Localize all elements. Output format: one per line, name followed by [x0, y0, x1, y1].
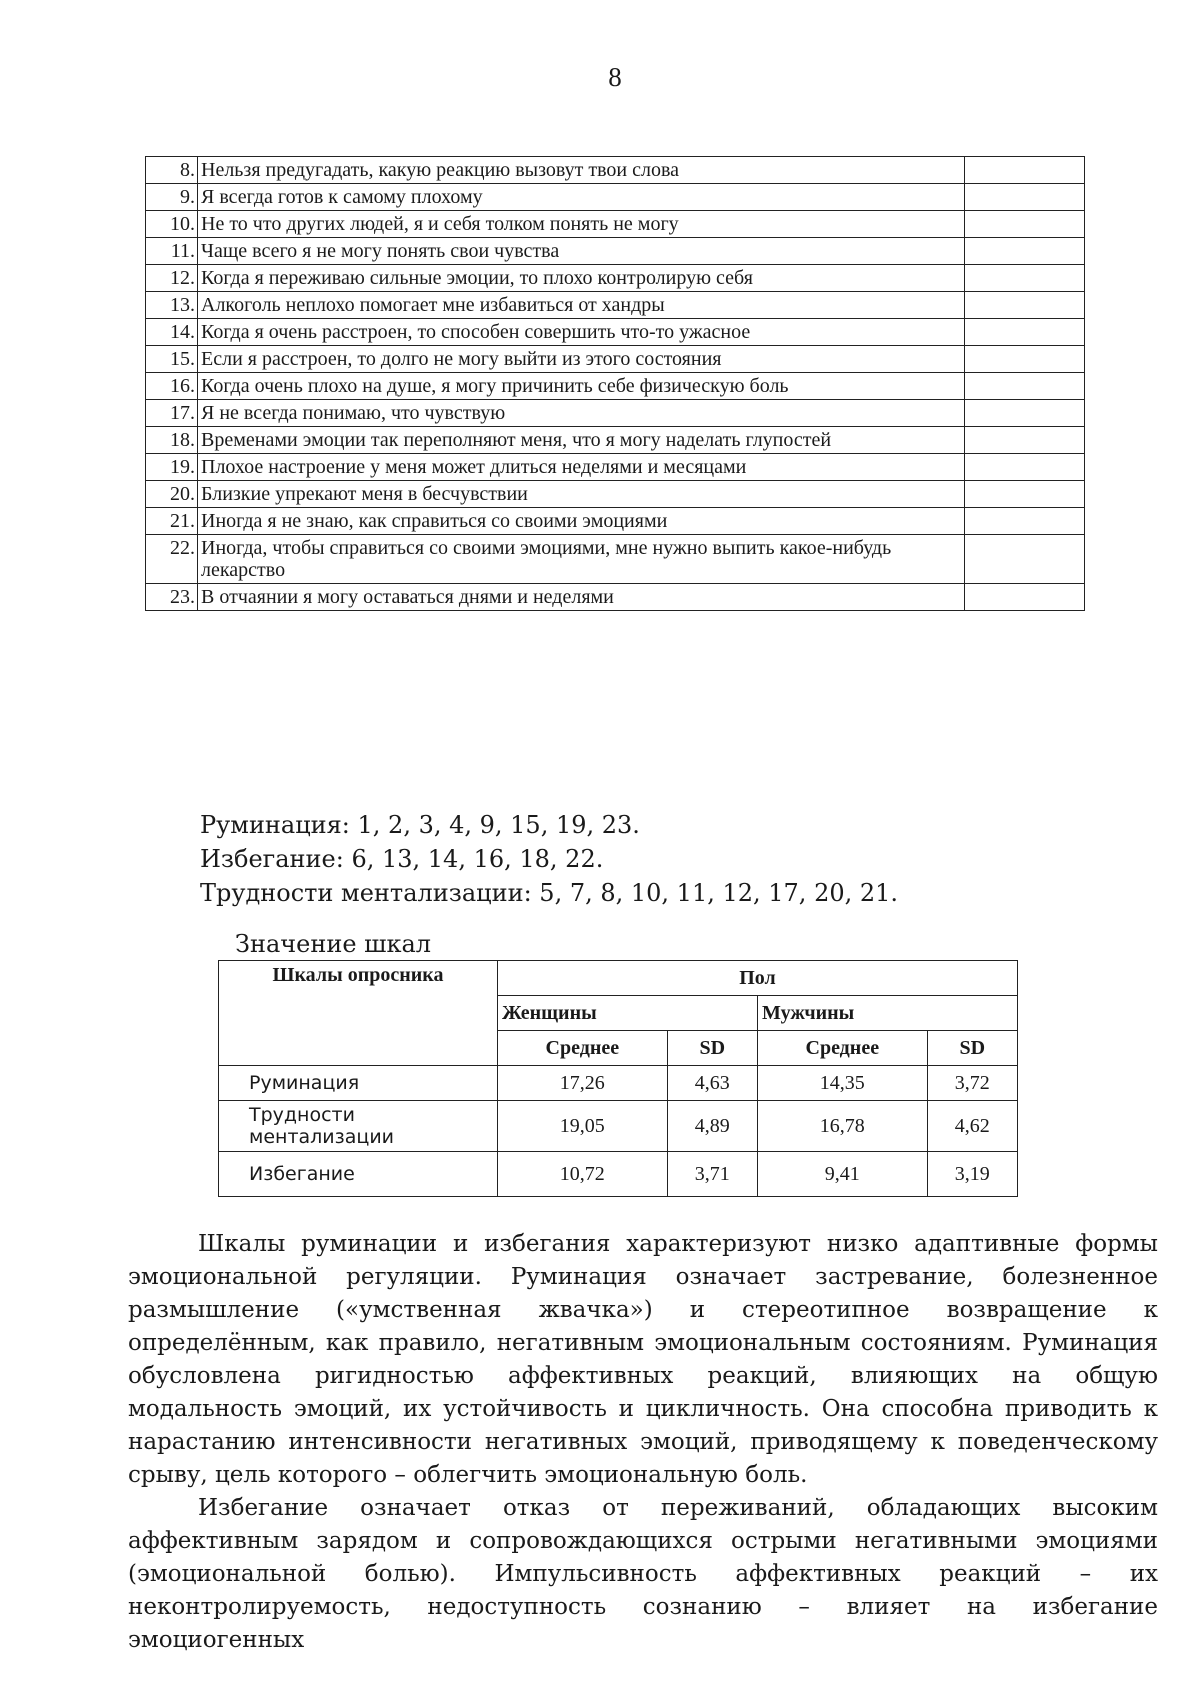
- answer-cell: [965, 238, 1085, 265]
- answer-cell: [965, 400, 1085, 427]
- table-row: [146, 584, 1085, 611]
- header-men-sd: SD: [927, 1031, 1017, 1066]
- item-text: Если я расстроен, то долго не могу выйти из этого состояния: [198, 346, 965, 373]
- header-men: Мужчины: [757, 996, 1017, 1031]
- stats-caption: Значение шкал: [235, 930, 432, 958]
- answer-cell: [965, 319, 1085, 346]
- women-sd: 4,63: [667, 1066, 757, 1101]
- table-row: [146, 427, 1085, 454]
- answer-cell: [965, 584, 1085, 611]
- paragraph: Избегание означает отказ от переживаний, обладающих высоким аффективным зарядом и сопровождающихся острыми негативными эмоциями (эмоциональной болью). Импульсивность аффективных реакций – их неконтролируемость, недоступность сознанию – влияет на избегание эмоциогенных: [128, 1495, 1158, 1653]
- item-number: 23.: [146, 584, 198, 611]
- answer-cell: [965, 184, 1085, 211]
- table-row: [146, 265, 1085, 292]
- item-text: Иногда я не знаю, как справиться со своими эмоциями: [198, 508, 965, 535]
- answer-cell: [965, 454, 1085, 481]
- table-row: [146, 238, 1085, 265]
- item-text: Нельзя предугадать, какую реакцию вызовут твои слова: [198, 157, 965, 184]
- item-text: Я всегда готов к самому плохому: [198, 184, 965, 211]
- table-row: [146, 319, 1085, 346]
- item-text: Когда я очень расстроен, то способен совершить что-то ужасное: [198, 319, 965, 346]
- key-mentalization: Трудности ментализации: 5, 7, 8, 10, 11, 12, 17, 20, 21.: [200, 879, 899, 907]
- men-sd: 3,72: [927, 1066, 1017, 1101]
- item-number: 21.: [146, 508, 198, 535]
- table-row: [146, 346, 1085, 373]
- item-number: 22.: [146, 535, 198, 584]
- women-sd: 3,71: [667, 1152, 757, 1197]
- women-mean: 19,05: [498, 1101, 668, 1152]
- men-mean: 14,35: [757, 1066, 927, 1101]
- header-sex: Пол: [498, 961, 1018, 996]
- table-row: [146, 211, 1085, 238]
- item-number: 9.: [146, 184, 198, 211]
- women-sd: 4,89: [667, 1101, 757, 1152]
- item-number: 15.: [146, 346, 198, 373]
- answer-cell: [965, 535, 1085, 584]
- item-number: 19.: [146, 454, 198, 481]
- table-row: [146, 292, 1085, 319]
- answer-cell: [965, 373, 1085, 400]
- answer-cell: [965, 427, 1085, 454]
- men-mean: 16,78: [757, 1101, 927, 1152]
- women-mean: 17,26: [498, 1066, 668, 1101]
- table-row: [146, 157, 1085, 184]
- item-number: 16.: [146, 373, 198, 400]
- answer-cell: [965, 481, 1085, 508]
- table-row: [219, 1066, 1018, 1101]
- item-text: Временами эмоции так переполняют меня, что я могу наделать глупостей: [198, 427, 965, 454]
- scale-key: [200, 808, 898, 910]
- answer-cell: [965, 508, 1085, 535]
- item-text: Я не всегда понимаю, что чувствую: [198, 400, 965, 427]
- item-text: Близкие упрекают меня в бесчувствии: [198, 481, 965, 508]
- men-sd: 4,62: [927, 1101, 1017, 1152]
- item-number: 8.: [146, 157, 198, 184]
- header-scales: Шкалы опросника: [219, 961, 498, 1066]
- table-row: [146, 508, 1085, 535]
- table-row: [146, 400, 1085, 427]
- item-text: Иногда, чтобы справиться со своими эмоциями, мне нужно выпить какое-нибудь лекарство: [198, 535, 965, 584]
- item-text: Когда очень плохо на душе, я могу причинить себе физическую боль: [198, 373, 965, 400]
- row-label: Избегание: [219, 1152, 498, 1197]
- answer-cell: [965, 211, 1085, 238]
- row-label: Руминация: [219, 1066, 498, 1101]
- table-row: [146, 481, 1085, 508]
- item-number: 12.: [146, 265, 198, 292]
- table-row: [219, 1152, 1018, 1197]
- women-mean: 10,72: [498, 1152, 668, 1197]
- men-sd: 3,19: [927, 1152, 1017, 1197]
- table-row: [146, 373, 1085, 400]
- header-women-sd: SD: [667, 1031, 757, 1066]
- questionnaire-table: [145, 156, 1085, 611]
- item-text: Плохое настроение у меня может длиться неделями и месяцами: [198, 454, 965, 481]
- table-row: [146, 535, 1085, 584]
- item-text: Чаще всего я не могу понять свои чувства: [198, 238, 965, 265]
- answer-cell: [965, 346, 1085, 373]
- answer-cell: [965, 265, 1085, 292]
- item-number: 17.: [146, 400, 198, 427]
- header-women: Женщины: [498, 996, 758, 1031]
- item-number: 10.: [146, 211, 198, 238]
- page-number: 8: [608, 62, 622, 92]
- table-row: [146, 184, 1085, 211]
- paragraph: Шкалы руминации и избегания характеризуют низко адаптивные формы эмоциональной регуляции. Руминация означает застревание, болезненное размышление («умственная жвачка») и стереотипное возвращение к определённым, как правило, негативным эмоциональным состояниям. Руминация обусловлена ригидностью аффективных реакций, влияющих на общую модальность эмоций, их устойчивость и цикличность. Она способна приводить к нарастанию интенсивности негативных эмоций, приводящему к поведенческому срыву, цель которого – облегчить эмоциональную боль.: [128, 1231, 1158, 1488]
- body-text: [128, 1228, 1158, 1657]
- answer-cell: [965, 157, 1085, 184]
- table-row: [219, 1101, 1018, 1152]
- header-men-mean: Среднее: [757, 1031, 927, 1066]
- item-number: 14.: [146, 319, 198, 346]
- item-number: 11.: [146, 238, 198, 265]
- item-number: 18.: [146, 427, 198, 454]
- table-row: [146, 454, 1085, 481]
- key-rumination: Руминация: 1, 2, 3, 4, 9, 15, 19, 23.: [200, 811, 640, 839]
- row-label: Трудности ментализации: [219, 1101, 498, 1152]
- item-number: 20.: [146, 481, 198, 508]
- header-women-mean: Среднее: [498, 1031, 668, 1066]
- men-mean: 9,41: [757, 1152, 927, 1197]
- item-text: Алкоголь неплохо помогает мне избавиться от хандры: [198, 292, 965, 319]
- key-avoidance: Избегание: 6, 13, 14, 16, 18, 22.: [200, 845, 604, 873]
- item-text: Когда я переживаю сильные эмоции, то плохо контролирую себя: [198, 265, 965, 292]
- stats-table: [218, 960, 1018, 1197]
- item-text: В отчаянии я могу оставаться днями и неделями: [198, 584, 965, 611]
- item-number: 13.: [146, 292, 198, 319]
- answer-cell: [965, 292, 1085, 319]
- item-text: Не то что других людей, я и себя толком понять не могу: [198, 211, 965, 238]
